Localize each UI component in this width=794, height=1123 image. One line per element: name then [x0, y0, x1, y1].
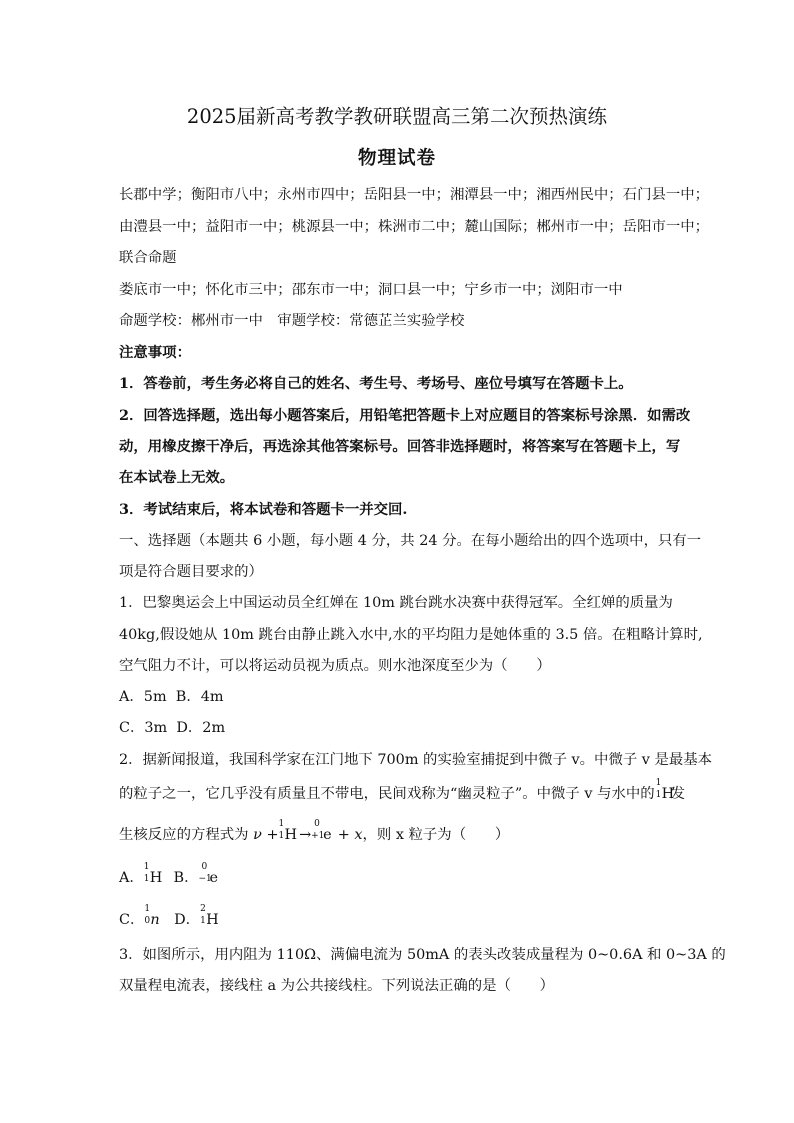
note-2-line-2: 动，用橡皮擦干净后，再选涂其他答案标号。回答非选择题时，将答案写在答题卡上，写	[119, 438, 681, 455]
note-1: 1．答卷前，考生务必将自己的姓名、考生号、考场号、座位号填写在答题卡上。	[119, 375, 633, 392]
q1-option-a[interactable]: A．5m	[119, 689, 167, 705]
q1-options-ab	[119, 687, 224, 707]
q2-option-b[interactable]: B． 0 −1 e	[173, 862, 219, 886]
q3-line-1: 3．如图所示，用内阻为 110Ω、满偏电流为 50mA 的表头改装成量程为 0~0.6A 和 0~3A 的	[119, 947, 726, 963]
q1-options-cd	[119, 718, 225, 738]
q1-line-2: 40kg,假设她从 10m 跳台由静止跳入水中,水的平均阻力是她体重的 3.5 倍。在粗略计算时,	[119, 627, 703, 643]
exam-title: 2025届新高考教学教研联盟高三第二次预热演练	[186, 105, 608, 128]
q1-option-d[interactable]: D．2m	[176, 720, 226, 736]
q2-line-1: 2．据新闻报道，我国科学家在江门地下 700m 的实验室捕捉到中微子 v。中微子 v 是最基本	[119, 752, 713, 768]
q1-option-c[interactable]: C．3m	[119, 720, 168, 736]
q2-line-2: 的粒子之一，它几乎没有质量且不带电，民间戏称为“幽灵粒子”。中微子 v 与水中的 1 1 H发	[119, 778, 686, 802]
q2-options-cd	[119, 904, 219, 930]
note-3: 3．考试结束后，将本试卷和答题卡一并交回.	[119, 501, 408, 518]
q2-option-a[interactable]: A． 1 1 H	[119, 862, 163, 886]
q2-option-d[interactable]: D． 2 1 H	[174, 904, 219, 928]
q2-line-3-equation: 生核反应的方程式为 ν + 1 1 H → 0 +1 e + x，则 x 粒子为（ ）	[119, 819, 510, 843]
hydrogen-isotope: 1 1 H	[655, 778, 675, 802]
schools-line-1: 长郡中学；衡阳市八中；永州市四中；岳阳县一中；湘潭县一中；湘西州民中；石门县一中；	[119, 187, 710, 203]
note-2-line-3: 在本试卷上无效。	[119, 469, 235, 486]
q1-line-3: 空气阻力不计，可以将运动员视为质点。则水池深度至少为（ ）	[119, 658, 551, 674]
notes-heading: 注意事项：	[119, 344, 191, 361]
proposition-schools: 命题学校：郴州市一中 审题学校：常德芷兰实验学校	[119, 313, 465, 329]
section-1-heading-line-2: 项是符合题目要求的）	[119, 564, 263, 580]
q2-option-c[interactable]: C． 1 0 n	[119, 904, 160, 928]
section-1-heading-line-1: 一、选择题（本题共 6 小题，每小题 4 分，共 24 分。在每小题给出的四个选项中，只有一	[119, 533, 702, 549]
schools-line-2: 由澧县一中；益阳市一中；桃源县一中；株洲市二中；麓山国际；郴州市一中；岳阳市一中；	[119, 219, 710, 235]
q1-line-1: 1．巴黎奥运会上中国运动员全红婵在 10m 跳台跳水决赛中获得冠军。全红婵的质量为	[119, 595, 673, 611]
q1-option-b[interactable]: B．4m	[175, 689, 224, 705]
exam-subject: 物理试卷	[357, 148, 436, 169]
q2-options-ab	[119, 862, 219, 888]
schools-line-4: 娄底市一中；怀化市三中；邵东市一中；洞口县一中；宁乡市一中；浏阳市一中	[119, 282, 623, 298]
q3-line-2: 双量程电流表，接线柱 a 为公共接线柱。下列说法正确的是（ ）	[119, 978, 555, 994]
schools-line-3: 联合命题	[119, 250, 177, 266]
note-2-line-1: 2．回答选择题，选出每小题答案后，用铅笔把答题卡上对应题目的答案标号涂黑．如需改	[119, 407, 691, 424]
